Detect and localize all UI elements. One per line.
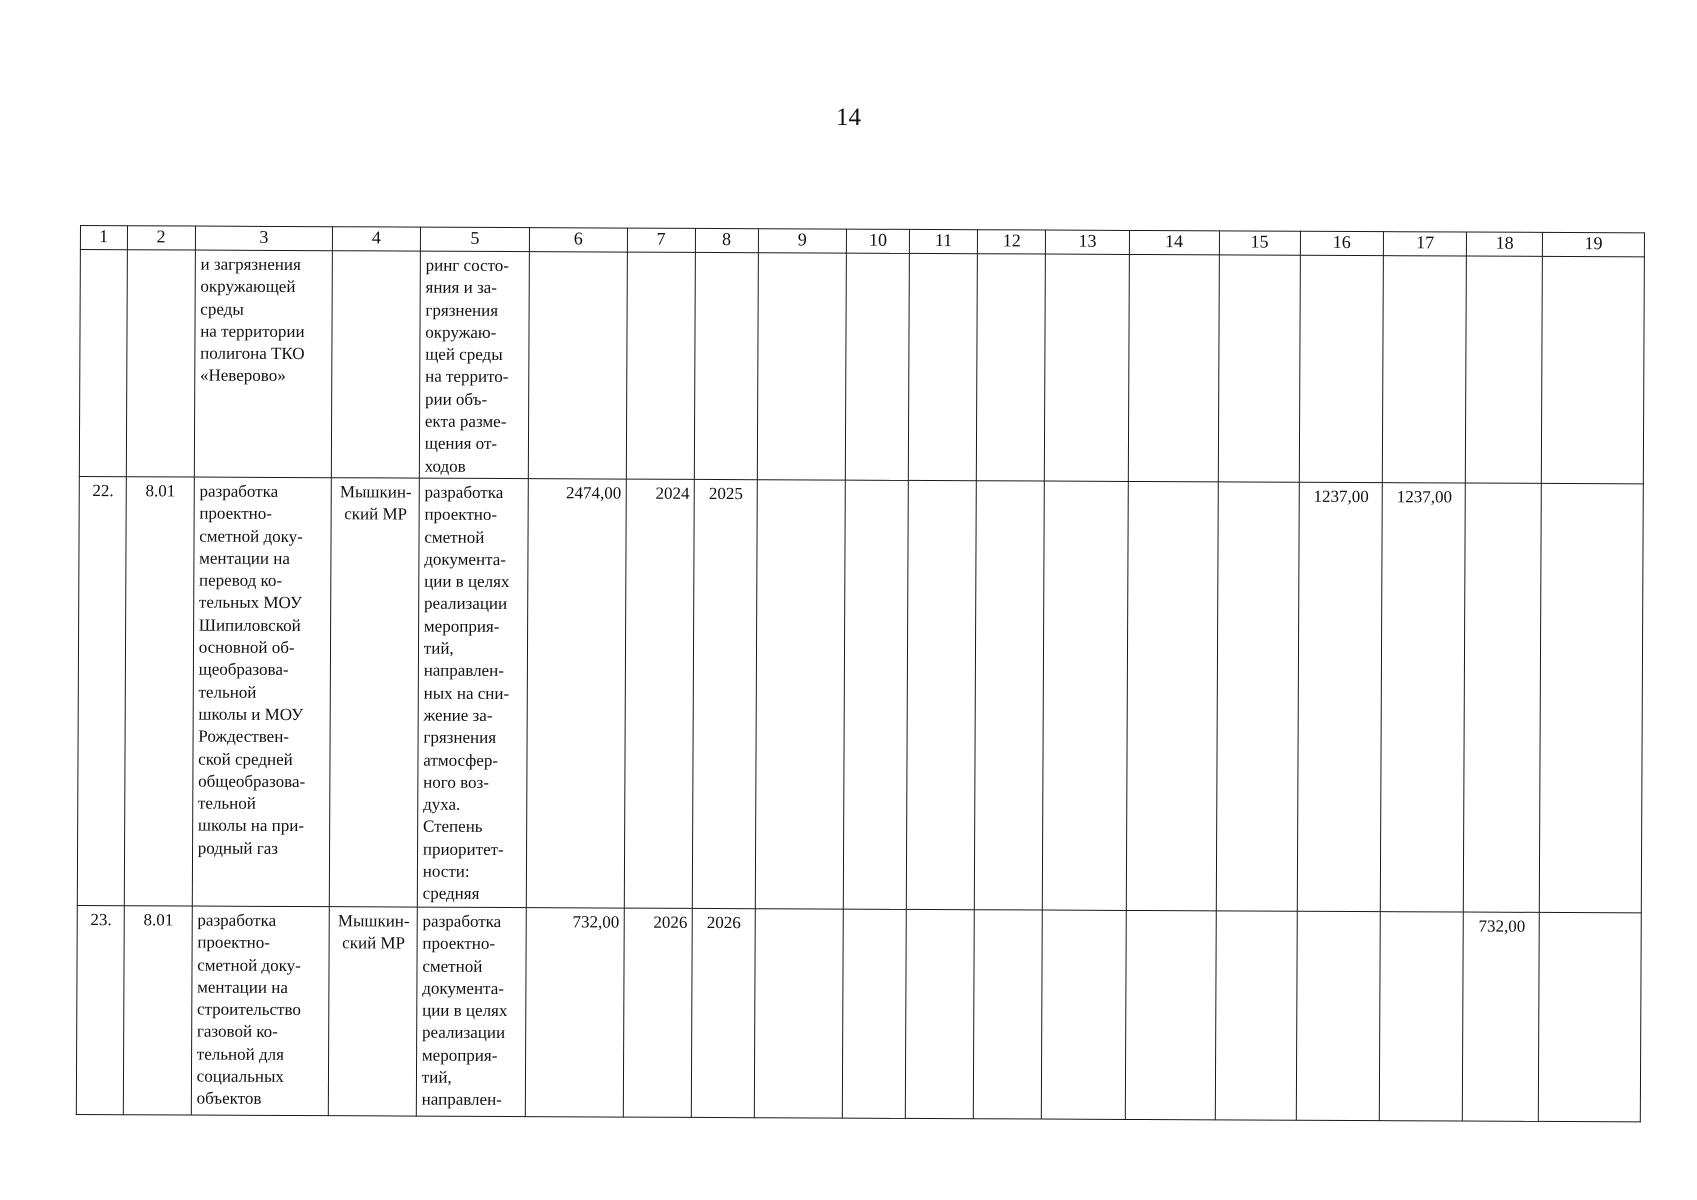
- column-header: 13: [1046, 230, 1129, 254]
- cell-col-19: [1541, 256, 1644, 483]
- cell-col-9: [755, 480, 846, 909]
- cell-end-year: [694, 252, 758, 479]
- cell-col-12: [974, 481, 1044, 910]
- cell-code: 8.01: [124, 477, 194, 906]
- cell-col-10: [846, 253, 910, 480]
- cell-col-16: [1296, 911, 1380, 1120]
- page-number: 14: [836, 104, 861, 131]
- table-row-22: [77, 476, 1643, 912]
- cell-start-year: 2024: [624, 479, 694, 908]
- cell-end-year: 2026: [691, 908, 755, 1117]
- column-header: 6: [530, 228, 628, 252]
- cell-col-19: [1539, 483, 1643, 912]
- cell-col-12: [977, 254, 1046, 481]
- column-header: 8: [695, 228, 758, 252]
- column-header: 7: [627, 228, 695, 252]
- cell-col-17: [1382, 256, 1466, 483]
- cell-col-18: [1464, 483, 1542, 912]
- cell-measure-name: разработка проектно- сметной доку- ментации на строительство газовой ко- тельной для социальных объектов: [191, 906, 329, 1116]
- cell-executor: [331, 251, 420, 478]
- cell-col-17: [1379, 912, 1463, 1121]
- cell-code: 8.01: [123, 906, 192, 1115]
- column-header: 4: [333, 227, 421, 251]
- cell-description: ринг состо- яния и за- грязнения окружаю- щей среды на террито- рии объ- екта разме- щения от- ходов: [419, 251, 529, 478]
- cell-col-14: [1128, 254, 1219, 481]
- cell-col-11: [908, 253, 977, 480]
- cell-col-13: [1043, 481, 1128, 910]
- cell-executor: Мышкин- ский МР: [329, 478, 419, 907]
- program-measures-table: [76, 225, 1645, 1122]
- table-row-continuation: [79, 250, 1644, 484]
- column-header: 12: [978, 230, 1046, 254]
- cell-measure-name: разработка проектно- сметной доку- ментации на перевод ко- тельных МОУ Шипиловской основной об- щеобразова- тельной школы и МОУ Рождествен- ской средней общеобразова- тельной школы на при- родный газ: [192, 477, 331, 907]
- cell-row-number: [79, 250, 127, 477]
- cell-start-year: 2026: [623, 908, 692, 1117]
- cell-col-11: [905, 909, 974, 1118]
- cell-row-number: 23.: [76, 905, 124, 1114]
- cell-col-15: [1215, 911, 1297, 1120]
- cell-total-cost: 732,00: [525, 908, 623, 1117]
- cell-code: [126, 250, 195, 477]
- cell-executor: Мышкин- ский МР: [328, 907, 417, 1116]
- cell-col-10: [844, 480, 909, 909]
- table-row-23: [76, 905, 1641, 1121]
- cell-col-13: [1042, 910, 1126, 1119]
- column-header: 18: [1467, 232, 1543, 256]
- cell-col-9: [754, 909, 844, 1118]
- cell-col-16: [1299, 255, 1383, 482]
- column-header: 17: [1383, 232, 1466, 256]
- column-header: 9: [758, 229, 847, 253]
- cell-col-14: [1126, 481, 1218, 910]
- column-header: 19: [1542, 232, 1644, 256]
- column-header: 1: [80, 226, 127, 250]
- cell-col-17: 1237,00: [1380, 483, 1465, 912]
- column-header: 15: [1219, 231, 1300, 255]
- cell-start-year: [626, 252, 695, 479]
- cell-measure-name: и загрязнения окружающей среды на территории полигона ТКО «Неверово»: [194, 250, 333, 478]
- cell-col-15: [1216, 482, 1299, 911]
- cell-description: разработка проектно- сметной документа- ции в целях реализации мероприя- тий, направлен- ных на сни- жение за- грязнения атмосфер- ного воз- духа. Степень приоритет- ности: средняя: [417, 478, 528, 908]
- cell-col-19: [1538, 912, 1641, 1121]
- cell-col-11: [906, 480, 976, 909]
- column-header: 16: [1300, 231, 1383, 255]
- cell-col-10: [843, 909, 907, 1118]
- cell-col-18: [1466, 256, 1543, 483]
- cell-col-13: [1045, 254, 1129, 481]
- cell-col-9: [757, 253, 847, 480]
- cell-total-cost: [528, 252, 626, 479]
- column-header: 5: [420, 227, 529, 252]
- cell-col-16: 1237,00: [1297, 482, 1382, 911]
- cell-col-15: [1218, 255, 1300, 482]
- column-header: 2: [127, 226, 195, 250]
- cell-end-year: 2025: [692, 479, 757, 908]
- cell-col-14: [1125, 910, 1216, 1119]
- cell-description: разработка проектно- сметной документа- ции в целях реализации мероприя- тий, направлен-: [416, 907, 526, 1117]
- column-header: 10: [847, 229, 910, 253]
- column-header: 11: [909, 229, 977, 253]
- cell-col-18: 732,00: [1463, 912, 1540, 1121]
- cell-col-12: [974, 910, 1043, 1119]
- cell-total-cost: 2474,00: [526, 479, 625, 908]
- column-header: 3: [195, 226, 333, 251]
- cell-row-number: 22.: [77, 476, 126, 905]
- column-header: 14: [1129, 230, 1219, 254]
